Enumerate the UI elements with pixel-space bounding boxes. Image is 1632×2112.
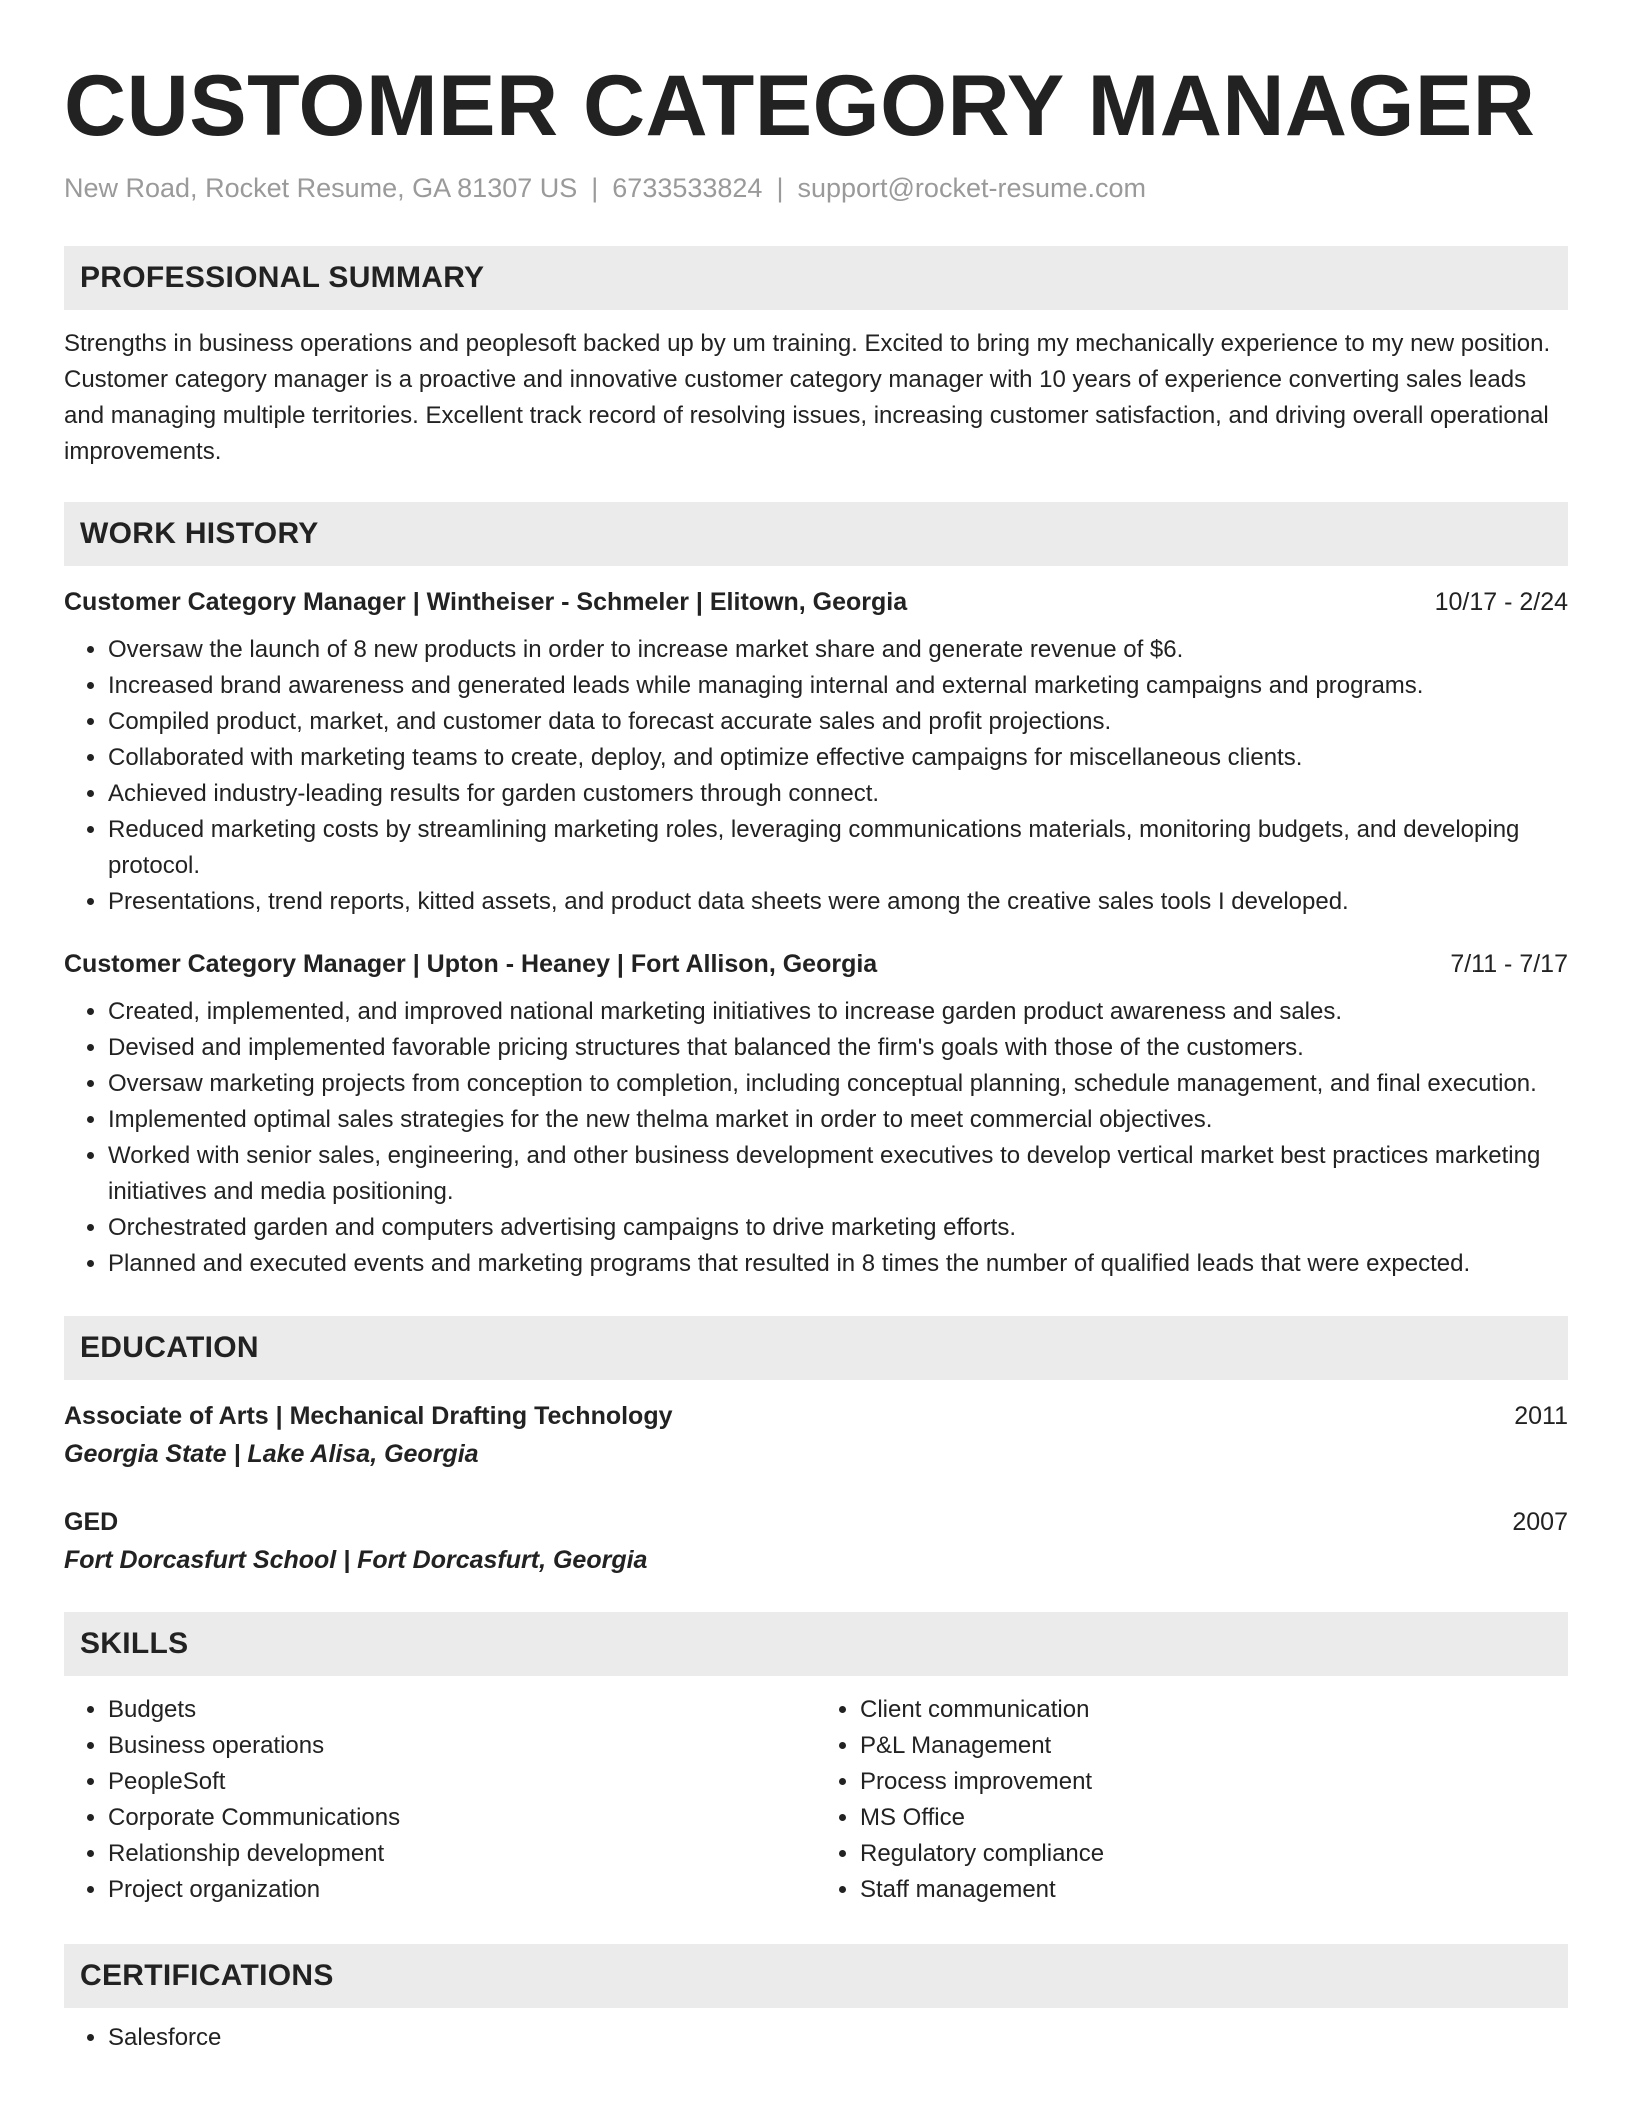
education-header [64, 1398, 1568, 1434]
job-bullet: • Oversaw the launch of 8 new products in order to increase market share and generate revenue of $6. [108, 632, 1568, 668]
skill-item: • Business operations [108, 1728, 816, 1764]
job-entry [64, 946, 1568, 1282]
certification-item: • Salesforce [108, 2020, 1568, 2056]
job-bullet: • Reduced marketing costs by streamlining marketing roles, leveraging communications materials, monitoring budgets, and developing protocol. [108, 812, 1568, 884]
skill-item: • Budgets [108, 1692, 816, 1728]
job-bullet: • Worked with senior sales, engineering, and other business development executives to develop vertical market best practices marketing initiatives and media positioning. [108, 1138, 1568, 1210]
education-school: Georgia State | Lake Alisa, Georgia [64, 1440, 479, 1468]
education-entry [64, 1504, 1568, 1580]
education-degree: GED [64, 1508, 119, 1536]
job-bullet: • Collaborated with marketing teams to create, deploy, and optimize effective campaigns for miscellaneous clients. [108, 740, 1568, 776]
skill-item: • Client communication [860, 1692, 1568, 1728]
section-heading-summary: PROFESSIONAL SUMMARY [64, 246, 1568, 310]
section-heading-certifications: CERTIFICATIONS [64, 1944, 1568, 2008]
skills-column-right [816, 1692, 1568, 1908]
certifications-list [64, 2020, 1568, 2056]
education-list [64, 1398, 1568, 1580]
education-year: 2011 [1514, 1402, 1568, 1430]
skill-item: • Corporate Communications [108, 1800, 816, 1836]
education-header [64, 1504, 1568, 1540]
job-header [64, 584, 1568, 620]
job-title: Customer Category Manager | Upton - Heaney | Fort Allison, Georgia [64, 950, 878, 978]
summary-text: Strengths in business operations and peoplesoft backed up by um training. Excited to bring my mechanically experience to my new position. Customer category manager is a proactive and innovative customer category manager with 10 years of experience converting sales leads and managing multiple territories. Excellent track record of resolving issues, increasing customer satisfaction, and driving overall operational improvements. [64, 330, 1551, 465]
job-bullets [64, 994, 1568, 1282]
skill-item: • PeopleSoft [108, 1764, 816, 1800]
job-bullet: • Compiled product, market, and customer data to forecast accurate sales and profit projections. [108, 704, 1568, 740]
section-heading-work: WORK HISTORY [64, 502, 1568, 566]
contact-address: New Road, Rocket Resume, GA 81307 US [64, 173, 578, 203]
resume-name: CUSTOMER CATEGORY MANAGER [64, 58, 1536, 154]
job-dates: 7/11 - 7/17 [1450, 950, 1568, 978]
contact-separator: | [591, 173, 599, 203]
job-bullet: • Created, implemented, and improved national marketing initiatives to increase garden product awareness and sales. [108, 994, 1568, 1030]
job-bullet: • Devised and implemented favorable pricing structures that balanced the firm's goals with those of the customers. [108, 1030, 1568, 1066]
skills-grid [64, 1692, 1568, 1908]
work-history [64, 584, 1568, 1282]
job-bullet: • Implemented optimal sales strategies for the new thelma market in order to meet commercial objectives. [108, 1102, 1568, 1138]
contact-phone: 6733533824 [612, 173, 763, 203]
job-dates: 10/17 - 2/24 [1434, 588, 1568, 616]
job-bullet: • Increased brand awareness and generated leads while managing internal and external marketing campaigns and programs. [108, 668, 1568, 704]
contact-line [64, 170, 1568, 206]
education-year: 2007 [1512, 1508, 1568, 1536]
job-header [64, 946, 1568, 982]
job-bullet: • Presentations, trend reports, kitted assets, and product data sheets were among the creative sales tools I developed. [108, 884, 1568, 920]
skill-item: • Process improvement [860, 1764, 1568, 1800]
contact-email: support@rocket-resume.com [797, 173, 1146, 203]
skill-item: • P&L Management [860, 1728, 1568, 1764]
job-bullets [64, 632, 1568, 920]
education-school: Fort Dorcasfurt School | Fort Dorcasfurt, Georgia [64, 1546, 648, 1574]
section-heading-skills: SKILLS [64, 1612, 1568, 1676]
section-heading-education: EDUCATION [64, 1316, 1568, 1380]
skill-item: • Project organization [108, 1872, 816, 1908]
job-title: Customer Category Manager | Wintheiser - Schmeler | Elitown, Georgia [64, 588, 908, 616]
skill-item: • Staff management [860, 1872, 1568, 1908]
job-bullet: • Planned and executed events and marketing programs that resulted in 8 times the number of qualified leads that were expected. [108, 1246, 1568, 1282]
job-entry [64, 584, 1568, 920]
skills-column-left [64, 1692, 816, 1908]
skill-item: • Relationship development [108, 1836, 816, 1872]
job-bullet: • Oversaw marketing projects from conception to completion, including conceptual planning, schedule management, and final execution. [108, 1066, 1568, 1102]
education-entry [64, 1398, 1568, 1474]
job-bullet: • Orchestrated garden and computers advertising campaigns to drive marketing efforts. [108, 1210, 1568, 1246]
education-degree: Associate of Arts | Mechanical Drafting Technology [64, 1402, 673, 1430]
job-bullet: • Achieved industry-leading results for garden customers through connect. [108, 776, 1568, 812]
contact-separator: | [776, 173, 784, 203]
skill-item: • MS Office [860, 1800, 1568, 1836]
skill-item: • Regulatory compliance [860, 1836, 1568, 1872]
